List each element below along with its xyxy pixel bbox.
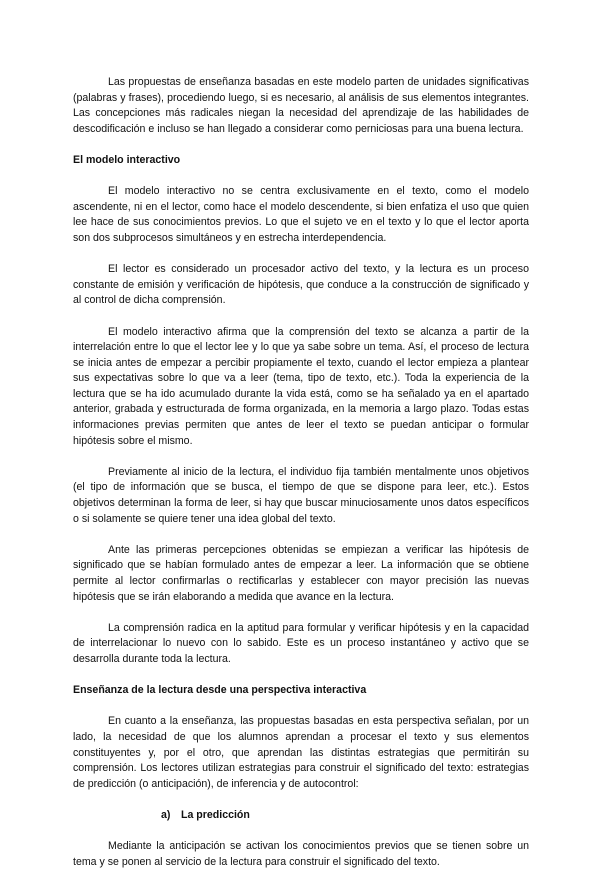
subheading-prediction bbox=[73, 808, 529, 824]
document-page bbox=[73, 75, 529, 870]
paragraph: Las propuestas de enseñanza basadas en este modelo parten de unidades significativas (palabras y frases), procediendo luego, si es necesario, al análisis de sus elementos integrantes. Las concepciones más radicales niegan la necesidad del aprendizaje de las habilidades de descodificación e incluso se han llegado a considerar como perniciosas para una buena lectura. bbox=[73, 76, 529, 135]
paragraph: En cuanto a la enseñanza, las propuestas basadas en esta perspectiva señalan, por un lado, la necesidad de que los alumnos aprendan a procesar el texto y sus elementos constituyentes y, por el otro, que aprendan las distintas estrategias que permitirán su comprensión. Los lectores utilizan estrategias para construir el significado del texto: estrategias de predicción (o anticipación), de inferencia y de autocontrol: bbox=[73, 715, 529, 790]
paragraph: Previamente al inicio de la lectura, el individuo fija también mentalmente unos objetivos (el tipo de información que se busca, el tiempo de que se dispone para leer, etc.). Estos objetivos determinan la forma de leer, si hay que buscar minuciosamente unos datos específicos o si solamente se quiere tener una idea global del texto. bbox=[73, 465, 529, 525]
section-heading-teaching: Enseñanza de la lectura desde una perspectiva interactiva bbox=[73, 684, 367, 697]
subheading-text: La predicción bbox=[181, 808, 250, 821]
section-heading-interactive-model: El modelo interactivo bbox=[73, 153, 181, 166]
paragraph: La comprensión radica en la aptitud para formular y verificar hipótesis y en la capacidad de interrelacionar lo nuevo con lo sabido. Este es un proceso instantáneo y activo que se desarrolla durante toda la lectura. bbox=[73, 621, 529, 665]
paragraph: Ante las primeras percepciones obtenidas se empiezan a verificar las hipótesis de significado que se habían formulado antes de empezar a leer. La información que se obtiene permite al lector confirmarlas o rectificarlas y establecer con mayor precisión las nuevas hipótesis que se irán elaborando a medida que avance en la lectura. bbox=[73, 543, 529, 603]
list-marker: a) bbox=[161, 808, 171, 821]
paragraph: Mediante la anticipación se activan los conocimientos previos que se tienen sobre un tema y se ponen al servicio de la lectura para construir el significado del texto. bbox=[73, 840, 529, 868]
paragraph: El lector es considerado un procesador activo del texto, y la lectura es un proceso constante de emisión y verificación de hipótesis, que conduce a la construcción de significado y al control de dicha comprensión. bbox=[73, 263, 529, 307]
paragraph: El modelo interactivo afirma que la comprensión del texto se alcanza a partir de la interrelación entre lo que el lector lee y lo que ya sabe sobre un tema. Así, el proceso de lectura se inicia antes de empezar a percibir propiamente el texto, cuando el lector empieza a plantear sus expectativas sobre lo que va a leer (tema, tipo de texto, etc.). Toda la experiencia de la lectura que se ha ido acumulado durante la vida está, como se ha señalado ya en el apartado anterior, grabada y estructurada de forma organizada, en la memoria a largo plazo. Todas estas informaciones previas permiten que antes de leer el texto se puedan anticipar o formular hipótesis sobre el mismo. bbox=[73, 325, 529, 447]
paragraph: El modelo interactivo no se centra exclusivamente en el texto, como el modelo ascendente, ni en el lector, como hace el modelo descendente, si bien enfatiza el uso que quien lee hace de sus conocimientos previos. Lo que el sujeto ve en el texto y lo que el lector aporta son dos subprocesos simultáneos y en estrecha interdependencia. bbox=[73, 185, 529, 244]
